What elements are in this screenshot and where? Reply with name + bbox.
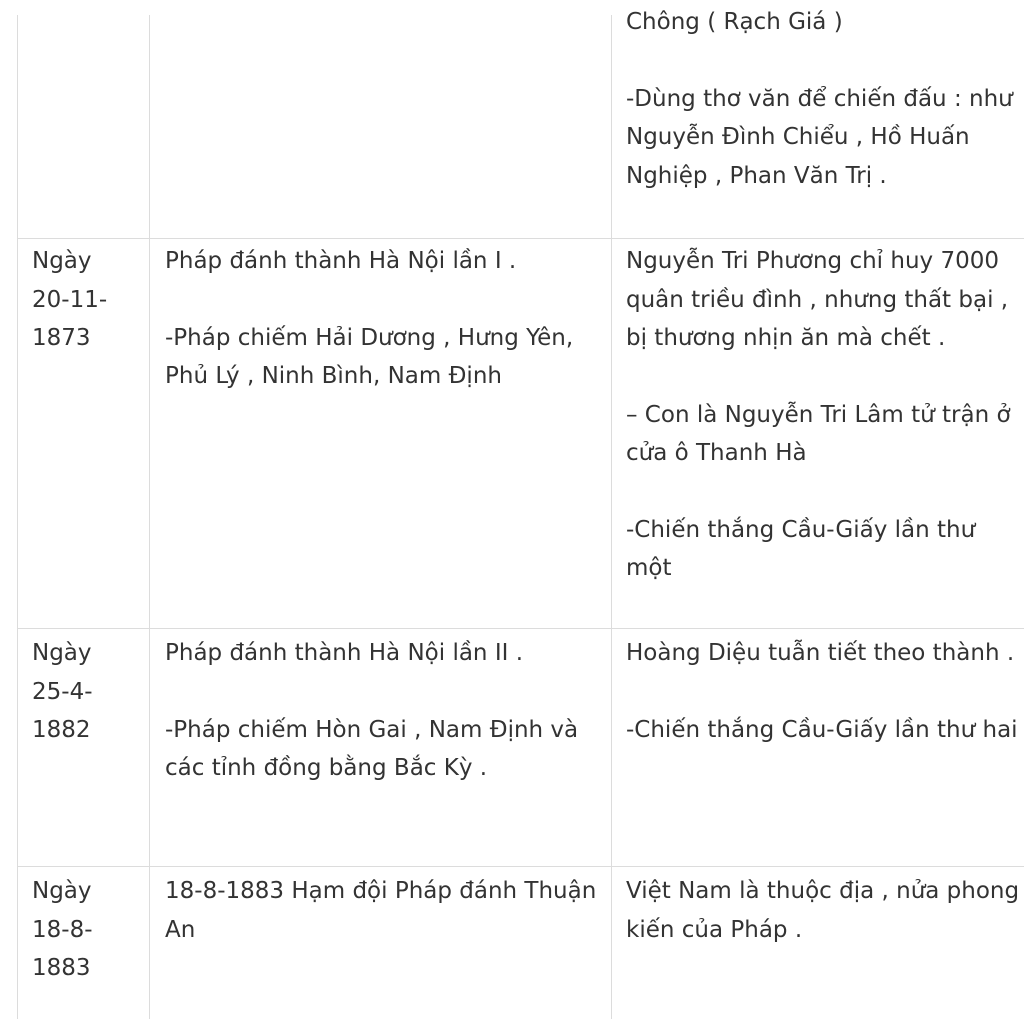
event-text: -Pháp chiếm Hải Dương , Hưng Yên, Phủ Lý , Ninh Bình, Nam Định: [165, 324, 574, 389]
row-border-3: [17, 866, 1024, 867]
date-text: Ngày 20-11-1873: [32, 248, 108, 351]
date-cell: [32, 634, 130, 750]
result-cell: [626, 242, 1024, 588]
result-cell: [626, 872, 1022, 949]
result-text: Việt Nam là thuộc địa , nửa phong kiến của Pháp .: [626, 878, 1020, 943]
event-text: Pháp đánh thành Hà Nội lần II .: [165, 640, 524, 666]
result-text: – Con là Nguyễn Tri Lâm tử trận ở cửa ô Thanh Hà: [626, 401, 1011, 466]
result-cell: [626, 634, 1022, 749]
event-cell: [165, 872, 605, 949]
event-cell: [165, 634, 605, 788]
result-text: Chông ( Rạch Giá ): [626, 9, 843, 35]
row-border-2: [17, 628, 1024, 629]
result-cell: [626, 3, 1022, 195]
result-text: -Dùng thơ văn để chiến đấu : như Nguyễn Đình Chiểu , Hồ Huấn Nghiệp , Phan Văn Trị .: [626, 85, 1013, 189]
result-text: Hoàng Diệu tuẫn tiết theo thành .: [626, 640, 1015, 666]
event-text: Pháp đánh thành Hà Nội lần I .: [165, 248, 517, 274]
row-border-1: [17, 238, 1024, 239]
date-text: Ngày 25-4-1882: [32, 640, 93, 743]
column-border-date-event: [149, 15, 150, 1019]
date-cell: [32, 872, 130, 988]
result-text: -Chiến thắng Cầu-Giấy lần thư hai: [626, 716, 1018, 743]
event-cell: [165, 242, 605, 396]
column-border-left: [17, 15, 18, 1019]
result-text: Nguyễn Tri Phương chỉ huy 7000 quân triều đình , nhưng thất bại , bị thương nhịn ăn mà chết .: [626, 248, 1009, 351]
event-text: -Pháp chiếm Hòn Gai , Nam Định và các tỉnh đồng bằng Bắc Kỳ .: [165, 716, 579, 781]
event-text: 18-8-1883 Hạm đội Pháp đánh Thuận An: [165, 878, 597, 943]
date-text: Ngày 18-8-1883: [32, 878, 93, 981]
date-cell: [32, 242, 130, 358]
result-text: -Chiến thắng Cầu-Giấy lần thư một: [626, 516, 976, 581]
column-border-event-result: [611, 15, 612, 1019]
